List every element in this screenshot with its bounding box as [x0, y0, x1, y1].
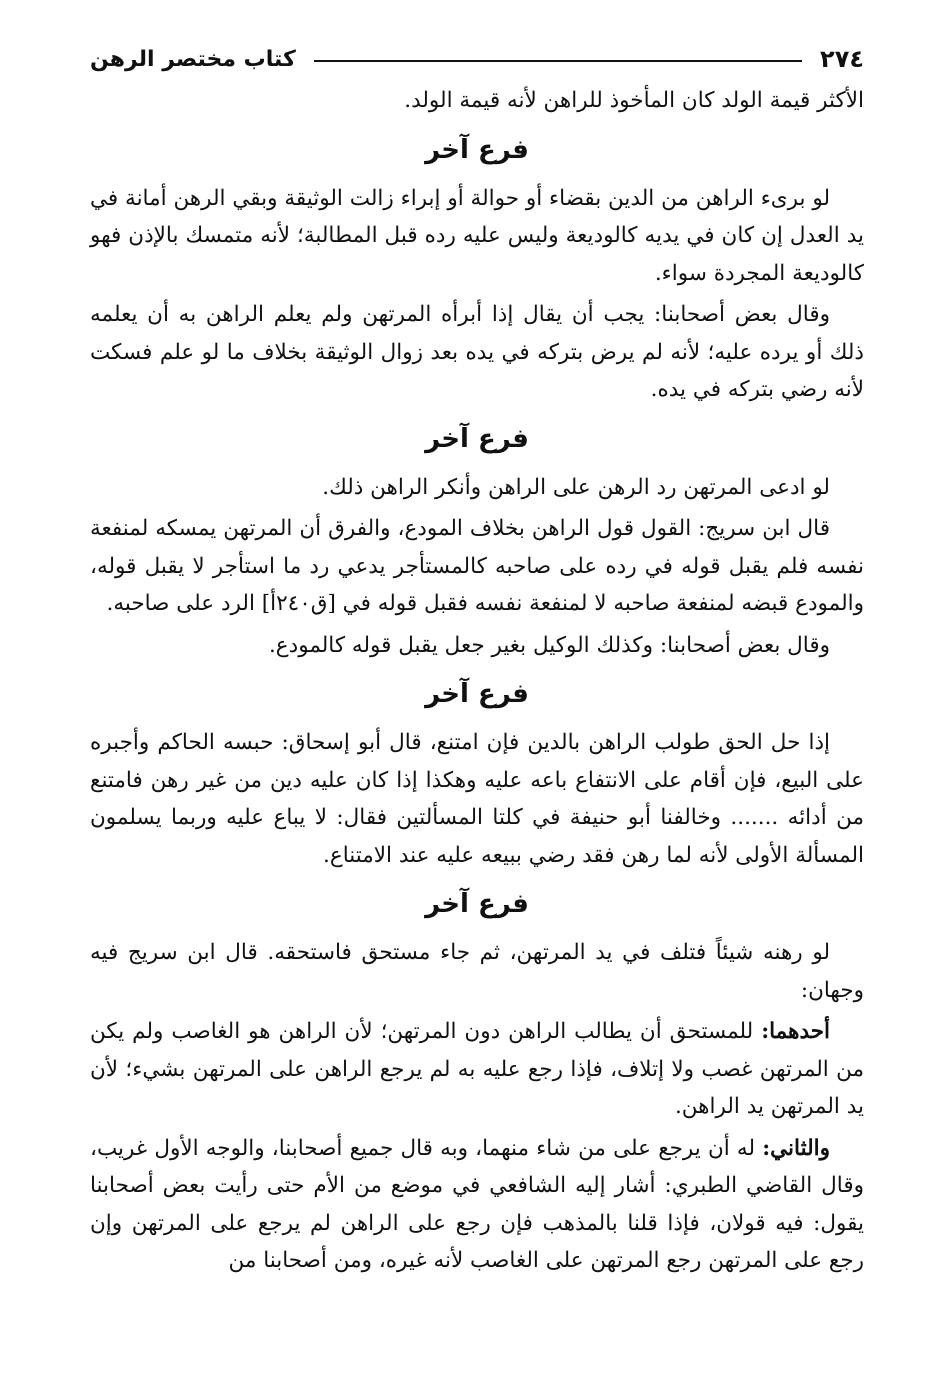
paragraph: لو ادعى المرتهن رد الرهن على الراهن وأنكر الراهن ذلك.	[322, 474, 830, 500]
paragraph: قال ابن سريج: القول قول الراهن بخلاف المودع، والفرق أن المرتهن يمسكه لمنفعة نفسه فلم يقبل قوله في رده على صاحبه كالمستأجر يدعي رد ما استأجر لا يقبل قوله، والمودع قبضه لمنفعة صاحبه لا لمنفعة نفسه فقبل قوله في [ق٢٤٠أ] الرد على صاحبه.	[90, 516, 864, 616]
list-item	[90, 1013, 864, 1126]
section-heading: فرع آخر	[425, 889, 529, 919]
intro-line: الأكثر قيمة الولد كان المأخوذ للراهن لأنه قيمة الولد.	[404, 88, 864, 113]
section-heading: فرع آخر	[425, 134, 529, 165]
header-rule	[314, 60, 802, 62]
section-heading: فرع آخر	[425, 679, 529, 709]
section-heading: فرع آخر	[425, 423, 529, 454]
list-item	[90, 1130, 864, 1280]
page-number: ٢٧٤	[820, 45, 864, 73]
page-header	[90, 38, 864, 80]
item-text: له أن يرجع على من شاء منهما، وبه قال جميع أصحابنا، والوجه الأول غريب، وقال القاضي الطبري: أشار إليه الشافعي في موضع من الأم حتى رأيت بعض أصحابنا يقول: فيه قولان، فإذا قلنا بالمذهب فإن رجع على الراهن لم يرجع على المرتهن وإن رجع على المرتهن رجع المرتهن على الغاصب لأنه غيره، ومن أصحابنا من	[90, 1135, 864, 1273]
paragraph: إذا حل الحق طولب الراهن بالدين فإن امتنع، قال أبو إسحاق: حبسه الحاكم وأجبره على البيع، فإن أقام على الانتفاع باعه عليه وهكذا إذا كان عليه دين من غير رهن فامتنع من أدائه ....... وخالفنا أبو حنيفة في كلتا المسألتين فقال: لا يباع عليه وربما يسلمون المسألة الأولى لأنه لما رهن فقد رضي ببيعه عليه عند الامتناع.	[90, 730, 864, 868]
item-text: للمستحق أن يطالب الراهن دون المرتهن؛ لأن الراهن هو الغاصب ولم يكن من المرتهن غصب ولا إتلاف، فإذا رجع عليه به لم يرجع الراهن على المرتهن بشيء؛ لأن يد المرتهن يد الراهن.	[90, 1019, 864, 1119]
paragraph: لو برىء الراهن من الدين بقضاء أو حوالة أو إبراء زالت الوثيقة وبقي الرهن أمانة في يد العدل إن كان في يديه كالوديعة وليس عليه رده قبل المطالبة؛ لأنه متمسك بالإذن فهو كالوديعة المجردة سواء.	[90, 185, 864, 286]
item-lead: أحدهما:	[761, 1019, 830, 1044]
running-title: كتاب مختصر الرهن	[90, 46, 296, 72]
item-lead: والثاني:	[762, 1135, 830, 1161]
paragraph: وقال بعض أصحابنا: وكذلك الوكيل بغير جعل يقبل قوله كالمودع.	[268, 632, 830, 658]
paragraph: وقال بعض أصحابنا: يجب أن يقال إذا أبرأه المرتهن ولم يعلم الراهن به أن يعلمه ذلك أو يرده عليه؛ لأنه لم يرض بتركه في يده بعد زوال الوثيقة بخلاف ما لو علم فسكت لأنه رضي بتركه في يده.	[90, 302, 864, 402]
paragraph: لو رهنه شيئاً فتلف في يد المرتهن، ثم جاء مستحق فاستحقه. قال ابن سريج فيه وجهان:	[90, 940, 864, 1003]
